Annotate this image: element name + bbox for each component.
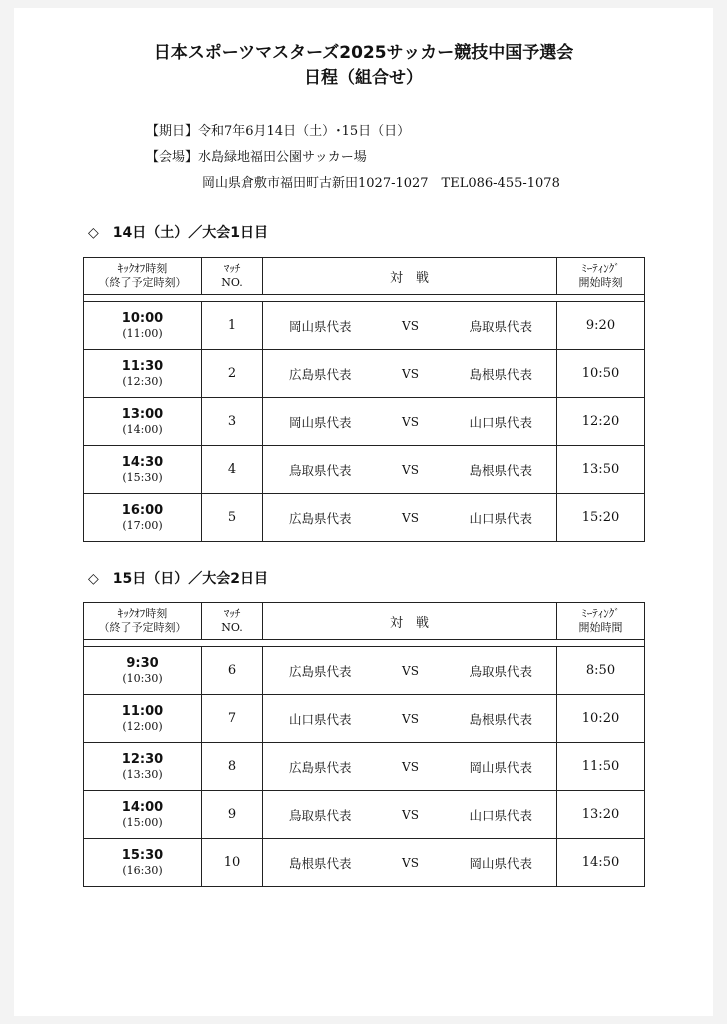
versus-header: 対 戦	[263, 603, 557, 640]
header-gap	[84, 640, 645, 647]
vs-label: VS	[402, 366, 419, 381]
home-team: 山口県代表	[289, 711, 352, 727]
match-no-cell: 7	[202, 695, 263, 743]
table-header-row	[84, 258, 645, 295]
vs-label: VS	[402, 510, 419, 525]
home-team: 岡山県代表	[289, 414, 352, 430]
away-team: 岡山県代表	[469, 855, 532, 871]
venue-address: 岡山県倉敷市福田町古新田1027-1027 TEL086-455-1078	[202, 176, 560, 191]
table-header-row	[84, 603, 645, 640]
versus-header: 対 戦	[263, 258, 557, 295]
home-team: 広島県代表	[289, 759, 352, 775]
header-gap	[84, 295, 645, 302]
diamond-icon: ◇	[88, 225, 99, 241]
away-team: 岡山県代表	[469, 759, 532, 775]
kickoff-cell: 15:30 (16:30)	[84, 839, 202, 887]
versus-cell	[263, 743, 557, 791]
day2-schedule-table	[83, 602, 645, 887]
kickoff-cell: 13:00 (14:00)	[84, 398, 202, 446]
meeting-cell: 9:20	[557, 302, 645, 350]
table-row	[84, 446, 645, 494]
match-no-cell: 6	[202, 647, 263, 695]
table-row	[84, 302, 645, 350]
table-row	[84, 839, 645, 887]
meeting-cell: 10:20	[557, 695, 645, 743]
meeting-cell: 12:20	[557, 398, 645, 446]
document-subtitle: 日程（組合せ）	[304, 68, 423, 88]
kickoff-header: ｷｯｸｵﾌ時刻 （終了予定時刻）	[84, 603, 202, 640]
venue-label: 【会場】	[146, 150, 199, 165]
kickoff-cell: 9:30 (10:30)	[84, 647, 202, 695]
table-row	[84, 743, 645, 791]
away-team: 山口県代表	[469, 807, 532, 823]
versus-cell	[263, 350, 557, 398]
table-row	[84, 791, 645, 839]
home-team: 広島県代表	[289, 366, 352, 382]
kickoff-cell: 16:00 (17:00)	[84, 494, 202, 542]
away-team: 山口県代表	[469, 414, 532, 430]
match-no-cell: 9	[202, 791, 263, 839]
table-row	[84, 350, 645, 398]
kickoff-cell: 14:00 (15:00)	[84, 791, 202, 839]
away-team: 島根県代表	[469, 711, 532, 727]
kickoff-header: ｷｯｸｵﾌ時刻 （終了予定時刻）	[84, 258, 202, 295]
versus-cell	[263, 839, 557, 887]
diamond-icon: ◇	[88, 571, 99, 587]
meeting-cell: 15:20	[557, 494, 645, 542]
home-team: 島根県代表	[289, 855, 352, 871]
vs-label: VS	[402, 663, 419, 678]
match-no-cell: 5	[202, 494, 263, 542]
date-value: 令和7年6月14日（土）･15日（日）	[198, 124, 411, 139]
away-team: 山口県代表	[469, 510, 532, 526]
meeting-cell: 8:50	[557, 647, 645, 695]
vs-label: VS	[402, 462, 419, 477]
home-team: 広島県代表	[289, 663, 352, 679]
day1-heading	[88, 222, 268, 242]
versus-cell	[263, 695, 557, 743]
home-team: 鳥取県代表	[289, 807, 352, 823]
match-no-cell: 1	[202, 302, 263, 350]
kickoff-cell: 12:30 (13:30)	[84, 743, 202, 791]
match-no-cell: 2	[202, 350, 263, 398]
day2-heading	[88, 568, 268, 588]
match-no-cell: 8	[202, 743, 263, 791]
away-team: 島根県代表	[469, 366, 532, 382]
away-team: 島根県代表	[469, 462, 532, 478]
kickoff-cell: 11:30 (12:30)	[84, 350, 202, 398]
vs-label: VS	[402, 855, 419, 870]
meeting-header: ﾐｰﾃｨﾝｸﾞ 開始時間	[557, 603, 645, 640]
kickoff-cell: 14:30 (15:30)	[84, 446, 202, 494]
document-title: 日本スポーツマスターズ2025サッカー競技中国予選会	[153, 43, 574, 63]
date-info	[146, 120, 410, 139]
match-no-header: ﾏｯﾁ NO.	[202, 258, 263, 295]
table-row	[84, 398, 645, 446]
day2-heading-text: 15日（日）／大会2日目	[112, 571, 269, 587]
vs-label: VS	[402, 318, 419, 333]
versus-cell	[263, 791, 557, 839]
versus-cell	[263, 647, 557, 695]
venue-value: 水島緑地福田公園サッカー場	[198, 150, 367, 165]
match-no-cell: 10	[202, 839, 263, 887]
versus-cell	[263, 398, 557, 446]
versus-cell	[263, 494, 557, 542]
meeting-cell: 10:50	[557, 350, 645, 398]
day1-schedule-table	[83, 257, 645, 542]
meeting-header: ﾐｰﾃｨﾝｸﾞ 開始時刻	[557, 258, 645, 295]
venue-info	[146, 146, 367, 165]
vs-label: VS	[402, 807, 419, 822]
meeting-cell: 13:20	[557, 791, 645, 839]
table-row	[84, 695, 645, 743]
vs-label: VS	[402, 711, 419, 726]
vs-label: VS	[402, 414, 419, 429]
day1-heading-text: 14日（土）／大会1日目	[112, 225, 269, 241]
match-no-header: ﾏｯﾁ NO.	[202, 603, 263, 640]
away-team: 鳥取県代表	[469, 318, 532, 334]
match-no-cell: 4	[202, 446, 263, 494]
table-row	[84, 647, 645, 695]
versus-cell	[263, 302, 557, 350]
meeting-cell: 14:50	[557, 839, 645, 887]
table-row	[84, 494, 645, 542]
meeting-cell: 13:50	[557, 446, 645, 494]
vs-label: VS	[402, 759, 419, 774]
meeting-cell: 11:50	[557, 743, 645, 791]
home-team: 岡山県代表	[289, 318, 352, 334]
versus-cell	[263, 446, 557, 494]
kickoff-cell: 10:00 (11:00)	[84, 302, 202, 350]
kickoff-cell: 11:00 (12:00)	[84, 695, 202, 743]
date-label: 【期日】	[146, 124, 199, 139]
away-team: 鳥取県代表	[469, 663, 532, 679]
home-team: 広島県代表	[289, 510, 352, 526]
home-team: 鳥取県代表	[289, 462, 352, 478]
match-no-cell: 3	[202, 398, 263, 446]
